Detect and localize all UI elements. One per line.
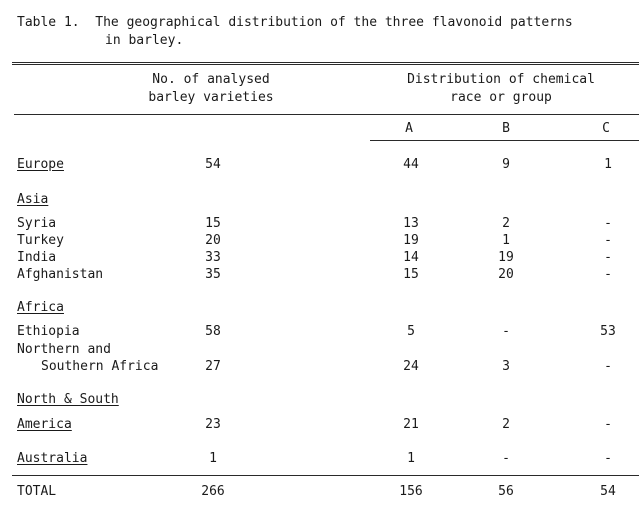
cell-race-c: - [604, 267, 612, 282]
cell-race-b: 1 [502, 233, 510, 248]
cell-varieties: 23 [205, 417, 221, 432]
top-rule-thin-2 [12, 64, 639, 65]
row-label: North & South [17, 392, 119, 407]
cell-race-a: 24 [403, 359, 419, 374]
cell-race-b: - [502, 324, 510, 339]
header-distribution [407, 71, 595, 107]
row-label-continued: Southern Africa [41, 359, 159, 374]
row-label: TOTAL [17, 484, 57, 499]
subheader-rule [370, 140, 639, 141]
caption-line-1: Table 1. The geographical distribution of the three flavonoid patterns [17, 15, 573, 30]
row-label: Northern and [17, 342, 111, 357]
cell-race-b: 2 [502, 417, 510, 432]
cell-race-c: - [604, 359, 612, 374]
row-label: Asia [17, 192, 49, 207]
cell-varieties: 20 [205, 233, 221, 248]
cell-race-a: 1 [407, 451, 415, 466]
header-varieties-line1: No. of analysed [152, 72, 270, 87]
header-distribution-line1: Distribution of chemical [407, 72, 595, 87]
cell-varieties: 35 [205, 267, 221, 282]
cell-race-b: 2 [502, 216, 510, 231]
header-rule [14, 114, 639, 115]
cell-varieties: 266 [201, 484, 225, 499]
cell-race-c: - [604, 451, 612, 466]
cell-race-a: 15 [403, 267, 419, 282]
total-rule [12, 475, 639, 476]
cell-race-c: - [604, 233, 612, 248]
cell-race-a: 156 [399, 484, 423, 499]
header-distribution-line2: race or group [450, 90, 552, 105]
cell-race-b: 20 [498, 267, 514, 282]
cell-varieties: 58 [205, 324, 221, 339]
cell-varieties: 54 [205, 157, 221, 172]
subheader-a: A [405, 121, 413, 136]
subheader-c: C [602, 121, 610, 136]
cell-race-a: 44 [403, 157, 419, 172]
cell-race-a: 14 [403, 250, 419, 265]
cell-race-c: - [604, 250, 612, 265]
cell-varieties: 1 [209, 451, 217, 466]
cell-race-a: 19 [403, 233, 419, 248]
cell-race-c: 53 [600, 324, 616, 339]
cell-varieties: 15 [205, 216, 221, 231]
top-rule-thin [12, 62, 639, 63]
header-varieties [148, 71, 273, 107]
cell-race-c: 54 [600, 484, 616, 499]
row-label: Syria [17, 216, 57, 231]
caption-line-2: in barley. [105, 33, 184, 48]
cell-varieties: 27 [205, 359, 221, 374]
row-label: Europe [17, 157, 64, 172]
cell-race-c: - [604, 216, 612, 231]
row-label: Turkey [17, 233, 64, 248]
cell-race-b: 19 [498, 250, 514, 265]
cell-race-b: 3 [502, 359, 510, 374]
row-label: America [17, 417, 72, 432]
header-varieties-line2: barley varieties [148, 90, 274, 105]
row-label: Africa [17, 300, 64, 315]
cell-race-a: 5 [407, 324, 415, 339]
cell-varieties: 33 [205, 250, 221, 265]
cell-race-b: 56 [498, 484, 514, 499]
cell-race-c: - [604, 417, 612, 432]
cell-race-b: - [502, 451, 510, 466]
row-label: Australia [17, 451, 88, 466]
subheader-b: B [502, 121, 510, 136]
cell-race-a: 13 [403, 216, 419, 231]
row-label: Ethiopia [17, 324, 80, 339]
row-label: India [17, 250, 57, 265]
cell-race-a: 21 [403, 417, 419, 432]
cell-race-c: 1 [604, 157, 612, 172]
row-label: Afghanistan [17, 267, 104, 282]
cell-race-b: 9 [502, 157, 510, 172]
table-caption [17, 14, 573, 50]
